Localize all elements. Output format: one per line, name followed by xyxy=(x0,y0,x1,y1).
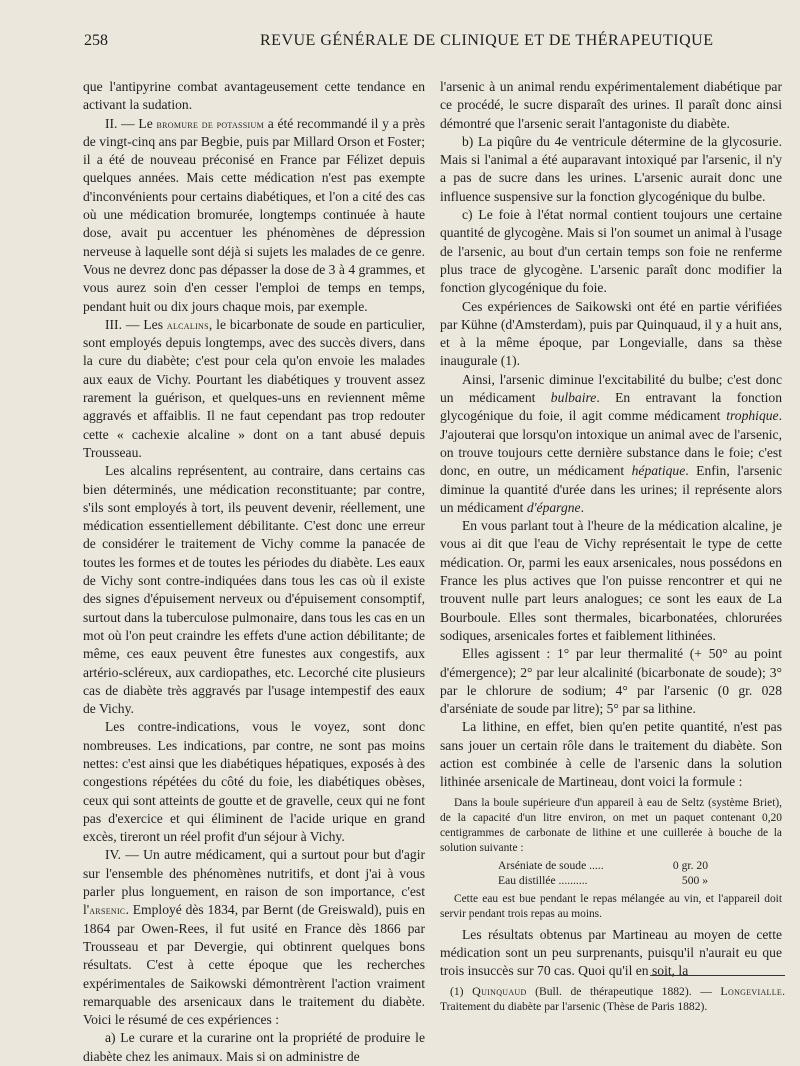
paragraph: En vous parlant tout à l'heure de la médication alcaline, je vous ai dit que l'eau de Vichy représentait le type de cette médication. Or, parmi les eaux arsenicales, nous possédons en France les plus actives que l'on puisse rencontrer et qui ne trouvent nulle part leurs analogues; ce sont les eaux de La Bourboule. Elles sont thermales, bicarbonatées, chlorurées sodiques, arsenicales fortes et faiblement lithinées. xyxy=(440,518,782,643)
paragraph: c) Le foie à l'état normal contient toujours une certaine quantité de glycogène. Mais si l'on soumet un animal à l'usage de l'arsenic, au bout d'un certain temps son foie ne renferme plus trace de glycogène. L'arsenic paraît donc modifier la fonction glycogénique du foie. xyxy=(440,207,782,296)
paragraph: La lithine, en effet, bien qu'en petite quantité, n'est pas sans jouer un certain rôle dans le traitement du diabète. Son action est combinée à celle de l'arsenic dans la solution lithinée arsenicale de Martineau, dont voici la formule : xyxy=(440,719,782,790)
right-column xyxy=(440,78,782,980)
running-title: REVUE GÉNÉRALE DE CLINIQUE ET DE THÉRAPEUTIQUE xyxy=(260,32,714,49)
formula-row: Arséniate de soude ..... 0 gr. 20 xyxy=(498,858,708,872)
left-column xyxy=(83,78,425,1066)
formula-row: Eau distillée .......... 500 » xyxy=(498,873,708,887)
page-header xyxy=(60,30,780,56)
section-bromure: II. — Le bromure de potassium a été recommandé il y a près de vingt-cinq ans par Begbie, puis par Millard Orson et Foster; il a été de nouveau préconisé en France par Félizet depuis quelques années. Mais cette médication n'est pas exempte d'inconvénients pour certains diabétiques, et l'on a cité des cas où une médication bromurée, longtemps continuée à haute dose, avait pu accentuer les phénomènes de dépression nerveuse à laquelle sont déjà si sujets les malades de ce genre. Vous ne devrez donc pas dépasser la dose de 3 à 4 grammes, et vous aurez soin d'en cesser l'emploi de temps en temps, pendant huit ou dix jours chaque mois, par exemple. xyxy=(83,115,425,314)
section-arsenic: IV. — Un autre médicament, qui a surtout pour but d'agir sur l'ensemble des phénomènes nutritifs, et dont j'ai à vous parler plus longuement, en raison de son importance, c'est l'arsenic. Employé dès 1834, par Bernt (de Greiswald), puis en 1864 par Owen-Rees, il fut usité en France dès 1866 par Trousseau et par Devergie, qui obtinrent quelques bons résultats. C'est à cette époque que les recherches expérimentales de Saikowski démontrèrent l'action vraiment remarquable des arsenicaux dans le traitement du diabète. Voici le résumé de ces expériences : xyxy=(83,847,425,1028)
paragraph: Ainsi, l'arsenic diminue l'excitabilité du bulbe; c'est donc un médicament bulbaire. En entravant la fonction glycogénique du foie, il agit comme médicament trophique. J'ajouterai que lorsqu'on intoxique un animal avec de l'arsenic, on trouve toujours cette dernière substance dans le foie; c'est donc, en outre, un médicament hépatique. Enfin, l'arsenic diminue la quantité d'urée dans les urines; il représente alors un médicament d'épargne. xyxy=(440,371,782,515)
paragraph: Les résultats obtenus par Martineau au moyen de cette médication sont un peu surprenants, puisqu'il n'aurait eu que trois insuccès sur 70 cas. Quoi qu'il en soit, la xyxy=(440,926,782,979)
footnote-rule xyxy=(650,975,785,976)
formula-note: Cette eau est bue pendant le repas mélangée au vin, et l'appareil doit servir pendant trois repas au moins. xyxy=(440,892,782,920)
footnote: (1) Quinquaud (Bull. de thérapeutique 1882). — Longevialle. Traitement du diabète par l'arsenic (Thèse de Paris 1882). xyxy=(440,984,786,1013)
formula xyxy=(440,858,782,888)
paragraph: b) La piqûre du 4e ventricule détermine de la glycosurie. Mais si l'animal a été auparavant intoxiqué par l'arsenic, il n'y a pas de sucre dans les urines. L'arsenic aurait donc une influence suspensive sur la fonction glycogénique du bulbe. xyxy=(440,133,782,204)
paragraph: Les contre-indications, vous le voyez, sont donc nombreuses. Les indications, par contre, ne sont pas moins nettes: c'est ainsi que les diabétiques hépatiques, exposés à des congestions répétées du côté du foie, les diabétiques obèses, ceux qui sont atteints de goutte et de gravelle, ceux qui ne font pas d'exercice et qui éliminent de l'acide urique en grand excès, tireront un réel profit d'un séjour à Vichy. xyxy=(83,719,425,845)
paragraph: a) Le curare et la curarine ont la propriété de produire le diabète chez les animaux. Mais si on administre de xyxy=(83,1030,425,1064)
paragraph: que l'antipyrine combat avantageusement cette tendance en activant la sudation. xyxy=(83,79,425,113)
section-alcalins: III. — Les alcalins, le bicarbonate de soude en particulier, sont employés depuis longtemps, avec des succès divers, dans la cure du diabète; c'est pour cela qu'on envoie les malades aux eaux de Vichy. Pourtant les diabétiques y trouvent assez rarement la guérison, et quelques-uns en reviennent même aggravés et affaiblis. Il ne faut cependant pas trop redouter cette « cachexie alcaline » dont on a tant abusé depuis Trousseau. xyxy=(83,316,425,460)
page-number: 258 xyxy=(84,32,108,49)
formula-instructions: Dans la boule supérieure d'un appareil à eau de Seltz (système Briet), de la capacité d'un litre environ, on met un paquet contenant 0,20 centigrammes de carbonate de lithine et une cuillerée à bouche de la solution suivante : xyxy=(440,796,782,854)
paragraph: l'arsenic à un animal rendu expérimentalement diabétique par ce procédé, le sucre disparaît des urines. Il paraît donc ainsi démontré que l'arsenic serait l'antagoniste du diabète. xyxy=(440,79,782,131)
paragraph: Ces expériences de Saikowski ont été en partie vérifiées par Kühne (d'Amsterdam), puis par Quinquaud, il y a huit ans, et à la même époque, par Longevialle, dans sa thèse inaugurale (1). xyxy=(440,298,782,369)
paragraph: Elles agissent : 1° par leur thermalité (+ 50° au point d'émergence); 2° par leur alcalinité (bicarbonate de soude); 3° par le chlorure de sodium; 4° par l'arsenic (0 gr. 028 d'arséniate de soude par litre); 5° par sa lithine. xyxy=(440,646,782,717)
paragraph: Les alcalins représentent, au contraire, dans certains cas bien déterminés, une médication reconstituante; par contre, s'ils sont employés à tort, ils peuvent devenir, réellement, une médication essentiellement débilitante. C'est donc une erreur de considérer le traitement de Vichy comme la panacée de toutes les formes et de toutes les périodes du diabète. Les eaux de Vichy sont contre-indiquées dans tous les cas où il existe des signes d'épuisement nerveux ou d'épuisement consomptif, surtout dans la tuberculose pulmonaire, dans tous les cas en un mot où l'on peut craindre les effets d'une action débilitante; de même, ces eaux peuvent être funestes aux congestifs, aux artério-scléreux, aux cardiopathes, etc. Lecorché cite plusieurs cas de diabète très aggravés par l'usage intempestif des eaux de Vichy. xyxy=(83,463,425,717)
